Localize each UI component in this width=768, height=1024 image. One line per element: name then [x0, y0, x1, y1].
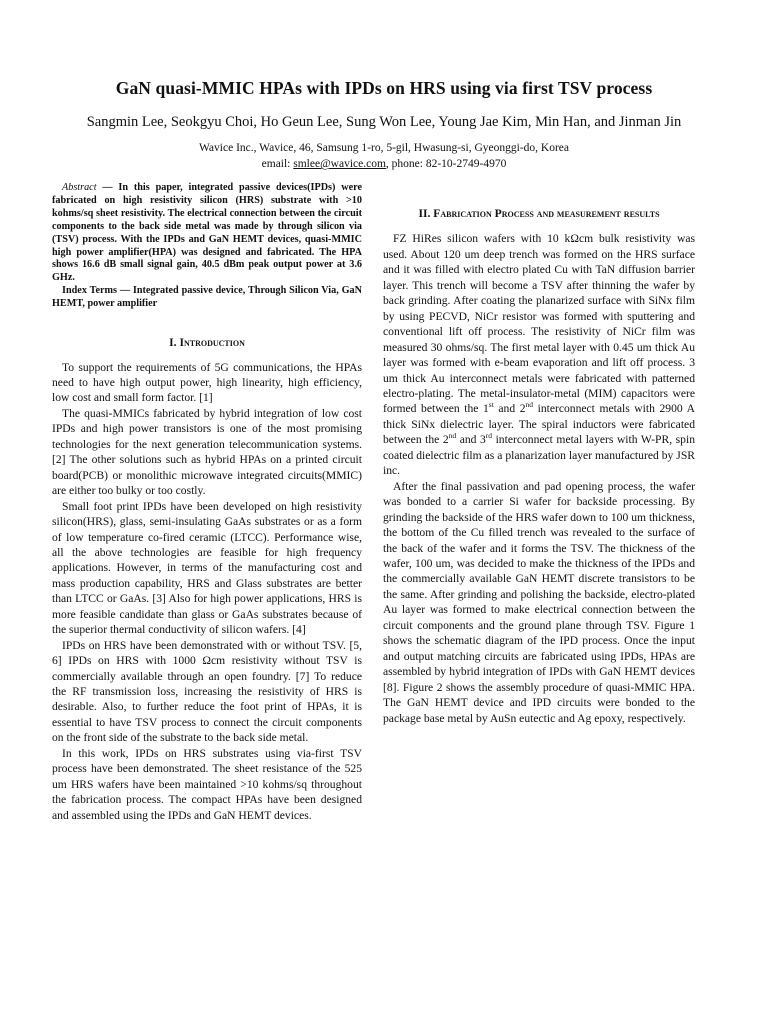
text-run: interconnect metal layers with W-PR, spin coated dielectric film as a planarization layer manufactured by JSR inc. [383, 433, 695, 478]
abstract-label: Abstract [62, 182, 97, 193]
email-link[interactable]: smlee@wavice.com [293, 158, 386, 170]
text-run: FZ HiRes silicon wafers with 10 kΩcm bulk resistivity was used. About 120 um deep trench was formed on the HRS surface and it was filled with electro plated Cu with TaN diffusion barrier layer. This trench will become a TSV after thinning the wafer by back grinding. After coating the planarized surface with SiNx film by using PECVD, NiCr resistor was formed with sputtering and conventional lift off process. The resistivity of NiCr film was measured 30 ohms/sq. The first metal layer with 0.45 um thick Au layer was formed with e-beam evaporation and lift off process. 3 um thick Au interconnect metals were fabricated with patterned electro-plating. The metal-insulator-metal (MIM) capacitors were formed between the 1 [383, 232, 695, 416]
superscript: nd [448, 431, 457, 441]
index-terms: Index Terms — Integrated passive device, Through Silicon Via, GaN HEMT, power amplifier [52, 285, 362, 310]
left-column [52, 182, 362, 823]
paper-title: GaN quasi-MMIC HPAs with IPDs on HRS using via first TSV process [115, 78, 653, 98]
intro-paragraph: IPDs on HRS have been demonstrated with or without TSV. [5, 6] IPDs on HRS with 1000 Ωcm resistivity without TSV is commercially available through an open foundry. [7] To reduce the RF transmission loss, increasing the resistivity of HRS is desirable. Also, to further reduce the foot print of HPAs, it is essential to have TSV process to connect the circuit components on the front side of the substrate to the back side metal. [52, 638, 362, 745]
abstract-dash: — [96, 182, 119, 193]
contact-line [0, 156, 768, 172]
superscript: nd [525, 400, 534, 410]
abstract-text: In this paper, integrated passive devices(IPDs) were fabricated on high resistivity silicon (HRS) substrate with >10 kohms/sq sheet resistivity. The electrical connection between the circuit components to the back side metal was made by through silicon via (TSV) process. With the IPDs and GaN HEMT devices, quasi-MMIC high power amplifier(HPA) was designed and fabricated. The HPA shows 16.6 dB small signal gain, 40.5 dBm peak output power at 3.6 GHz. [52, 182, 362, 284]
superscript: rd [485, 431, 493, 441]
phone: , phone: 82-10-2749-4970 [385, 158, 507, 170]
affiliation-block [0, 140, 768, 172]
text-run: interconnect metals with 2900 A thick SiNx dielectric layer. The spiral inductors were fabricated between the 2 [383, 402, 695, 447]
affiliation: Wavice Inc., Wavice, 46, Samsung 1-ro, 5-gil, Hwasung-si, Gyeonggi-do, Korea [199, 142, 569, 154]
superscript: st [488, 400, 494, 410]
intro-paragraph: To support the requirements of 5G communications, the HPAs need to have high output power, high linearity, high efficiency, low cost and small form factor. [1] [52, 360, 362, 405]
text-run: and 2 [493, 402, 526, 416]
author-list: Sangmin Lee, Seokgyu Choi, Ho Geun Lee, Sung Won Lee, Young Jae Kim, Min Han, and Jinman Jin [86, 114, 682, 130]
text-run: and 3 [456, 433, 486, 447]
email-label: email: [261, 158, 294, 170]
intro-paragraph: The quasi-MMICs fabricated by hybrid integration of low cost IPDs and high power transistors is one of the most promising technologies for the next generation telecommunication systems. [2] The other solutions such as hybrid HPAs on a printed circuit board(PCB) or monolithic microwave integrated circuits(MMIC) are either too bulky or too costly. [52, 406, 362, 498]
intro-paragraph: Small foot print IPDs have been developed on high resistivity silicon(HRS), glass, semi-insulating GaAs substrates or as a form of low temperature co-fired ceramic (LTCC). Performance wise, all the above technologies are feasible for high frequency applications. However, in terms of the manufacturing cost and mass production capability, HRS and Glass substrates are better than LTCC or GaAs. [3] Also for high power applications, HRS is more feasible candidate than glass or GaAs substrates because of the superior thermal conductivity of silicon wafers. [4] [52, 499, 362, 637]
abstract [52, 182, 362, 285]
fabrication-paragraph: After the final passivation and pad opening process, the wafer was bonded to a carrier Si wafer for backside processing. By grinding the backside of the HRS wafer down to 100 um thickness, the bottom of the Cu filled trench was revealed to the surface of the back of the wafer and it forms the TSV. The thickness of the wafer, 100 um, was decided to make the thickness of the IPDs and the commercially available GaN HEMT discrete transistors to be the same. After grinding and polishing the backside, electro-plated Au layer was formed to make electrical connection between the circuit components and the ground plane through TSV. Figure 1 shows the schematic diagram of the IPD process. Once the input and output matching circuits are fabricated using IPDs, HPAs are assembled by hybrid integration of IPDs with GaN HEMT devices [8]. Figure 2 shows the assembly procedure of quasi-MMIC HPA. The GaN HEMT device and IPD circuits were bonded to the package base metal by AuSn eutectic and Ag epoxy, respectively. [383, 479, 695, 725]
section-heading-introduction: I. Introduction [169, 336, 245, 350]
right-column [383, 206, 695, 726]
fabrication-paragraph [383, 231, 695, 478]
section-heading-fabrication: II. Fabrication Process and measurement results [418, 207, 660, 220]
intro-paragraph: In this work, IPDs on HRS substrates using via-first TSV process have been demonstrated. The sheet resistance of the 525 um HRS wafers have been maintained >10 kohms/sq throughout the fabrication process. The compact HPAs have been designed and assembled using the IPDs and GaN HEMT devices. [52, 746, 362, 822]
